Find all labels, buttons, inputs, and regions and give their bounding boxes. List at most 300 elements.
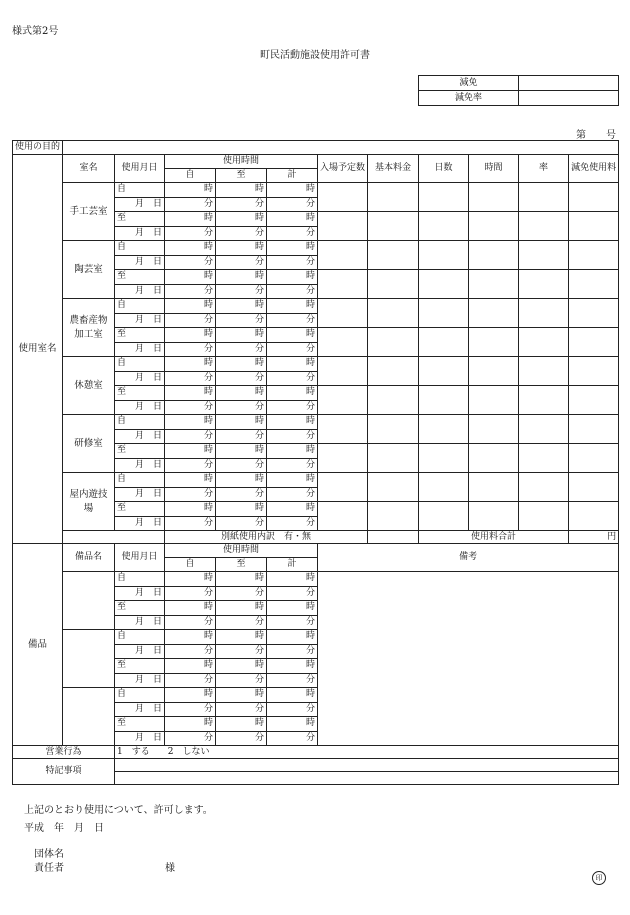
honorific: 様: [165, 863, 175, 874]
table-row: [13, 544, 619, 558]
hour-cell[interactable]: [216, 717, 267, 732]
minute-mark: 分: [305, 616, 315, 627]
date-to-cell[interactable]: [115, 386, 165, 401]
hour-cell[interactable]: [216, 328, 267, 343]
base-fee-header: 基本料金: [368, 155, 419, 183]
fee-cell[interactable]: [368, 183, 419, 212]
month-day-cell[interactable]: [115, 702, 165, 717]
hour-cell[interactable]: [165, 444, 216, 459]
month-day-mark: 月 日: [134, 616, 162, 627]
time-total-header: 計: [267, 169, 318, 183]
date-from-cell[interactable]: [115, 241, 165, 256]
month-day-cell[interactable]: [115, 516, 165, 531]
minute-cell[interactable]: [165, 371, 216, 386]
minute-cell[interactable]: [165, 458, 216, 473]
minute-mark: 分: [305, 674, 315, 685]
fee-cell[interactable]: [469, 299, 519, 328]
minute-cell[interactable]: [267, 673, 318, 688]
month-day-cell[interactable]: [115, 487, 165, 502]
hour-cell[interactable]: [216, 183, 267, 198]
fee-cell[interactable]: [318, 270, 368, 299]
fee-cell[interactable]: [519, 502, 569, 531]
hour-mark: 時: [254, 416, 264, 427]
month-day-cell[interactable]: [115, 429, 165, 444]
fee-cell[interactable]: [569, 299, 619, 328]
month-day-cell[interactable]: [115, 226, 165, 241]
hour-cell[interactable]: [267, 212, 318, 227]
date-from-cell[interactable]: [115, 299, 165, 314]
fee-cell[interactable]: [469, 502, 519, 531]
minute-cell[interactable]: [267, 702, 318, 717]
fee-cell[interactable]: [419, 270, 469, 299]
minute-cell[interactable]: [165, 429, 216, 444]
hour-cell[interactable]: [216, 601, 267, 616]
date-to-cell[interactable]: [115, 502, 165, 517]
minute-cell[interactable]: [216, 371, 267, 386]
fee-cell[interactable]: [419, 241, 469, 270]
hour-cell[interactable]: [165, 630, 216, 645]
hour-cell[interactable]: [267, 601, 318, 616]
minute-cell[interactable]: [216, 615, 267, 630]
minute-cell[interactable]: [267, 313, 318, 328]
hour-mark: 時: [203, 213, 213, 224]
minute-mark: 分: [203, 674, 213, 685]
hour-cell[interactable]: [267, 630, 318, 645]
minute-cell[interactable]: [216, 197, 267, 212]
month-day-cell[interactable]: [115, 284, 165, 299]
room-name: 農畜産物 加工室: [63, 299, 115, 357]
minute-cell[interactable]: [216, 487, 267, 502]
fee-cell[interactable]: [469, 415, 519, 444]
fee-cell[interactable]: [368, 415, 419, 444]
fee-cell[interactable]: [318, 183, 368, 212]
fee-cell[interactable]: [519, 183, 569, 212]
fee-cell[interactable]: [419, 444, 469, 473]
minute-cell[interactable]: [267, 487, 318, 502]
fee-cell[interactable]: [419, 357, 469, 386]
fee-cell[interactable]: [419, 415, 469, 444]
fee-cell[interactable]: [519, 212, 569, 241]
minute-cell[interactable]: [165, 731, 216, 746]
minute-cell[interactable]: [216, 226, 267, 241]
hour-cell[interactable]: [165, 299, 216, 314]
permit-text: 上記のとおり使用について、許可します。: [24, 805, 213, 816]
fee-cell[interactable]: [419, 183, 469, 212]
business-label: 営業行為: [13, 746, 115, 759]
hour-cell[interactable]: [267, 299, 318, 314]
fee-cell[interactable]: [368, 357, 419, 386]
date-from-cell[interactable]: [115, 183, 165, 198]
fee-cell[interactable]: [318, 386, 368, 415]
minute-cell[interactable]: [165, 516, 216, 531]
hour-cell[interactable]: [267, 415, 318, 430]
hour-cell[interactable]: [165, 688, 216, 703]
fee-cell[interactable]: [469, 183, 519, 212]
minute-cell[interactable]: [216, 702, 267, 717]
reduction-value: [519, 76, 619, 91]
minute-cell[interactable]: [267, 516, 318, 531]
hour-cell[interactable]: [165, 415, 216, 430]
hour-cell[interactable]: [165, 328, 216, 343]
hour-cell[interactable]: [165, 241, 216, 256]
hour-cell[interactable]: [165, 502, 216, 517]
room-name: 屋内遊技 場: [63, 473, 115, 531]
hour-cell[interactable]: [216, 572, 267, 587]
minute-cell[interactable]: [267, 255, 318, 270]
minute-cell[interactable]: [216, 586, 267, 601]
fee-cell[interactable]: [368, 299, 419, 328]
hour-cell[interactable]: [216, 357, 267, 372]
hour-cell[interactable]: [165, 212, 216, 227]
hour-cell[interactable]: [267, 688, 318, 703]
minute-cell[interactable]: [165, 586, 216, 601]
hour-mark: 時: [305, 689, 315, 700]
fee-cell[interactable]: [419, 328, 469, 357]
minute-cell[interactable]: [165, 615, 216, 630]
hour-mark: 時: [305, 445, 315, 456]
fee-cell[interactable]: [318, 357, 368, 386]
date-from-cell[interactable]: [115, 473, 165, 488]
minute-mark: 分: [203, 401, 213, 412]
minute-mark: 分: [203, 343, 213, 354]
hour-mark: 時: [305, 573, 315, 584]
fee-cell[interactable]: [519, 386, 569, 415]
minute-cell[interactable]: [267, 586, 318, 601]
seal-mark: [592, 871, 606, 885]
minute-mark: 分: [254, 517, 264, 528]
date-to-cell[interactable]: [115, 270, 165, 285]
date-to-cell[interactable]: [115, 601, 165, 616]
minute-cell[interactable]: [267, 615, 318, 630]
date-from-mark: 自: [117, 416, 127, 427]
fee-cell[interactable]: [469, 212, 519, 241]
minute-mark: 分: [203, 256, 213, 267]
minute-cell[interactable]: [165, 255, 216, 270]
hour-mark: 時: [305, 358, 315, 369]
minute-cell[interactable]: [165, 673, 216, 688]
month-day-cell[interactable]: [115, 615, 165, 630]
hour-mark: 時: [254, 358, 264, 369]
minute-mark: 分: [305, 645, 315, 656]
hour-cell[interactable]: [267, 270, 318, 285]
permit-date: 平成 年 月 日: [24, 823, 104, 834]
minute-cell[interactable]: [267, 429, 318, 444]
business-options[interactable]: 1 する 2 しない: [115, 746, 619, 759]
month-day-cell[interactable]: [115, 255, 165, 270]
month-day-cell[interactable]: [115, 458, 165, 473]
minute-mark: 分: [305, 343, 315, 354]
fee-cell[interactable]: [569, 357, 619, 386]
table-row: [13, 299, 619, 314]
fee-cell[interactable]: [368, 444, 419, 473]
hour-cell[interactable]: [267, 357, 318, 372]
special-notes-value[interactable]: [115, 772, 619, 785]
minute-mark: 分: [254, 285, 264, 296]
hour-mark: 時: [203, 631, 213, 642]
minute-cell[interactable]: [165, 702, 216, 717]
hour-cell[interactable]: [267, 241, 318, 256]
fee-cell[interactable]: [519, 473, 569, 502]
hour-cell[interactable]: [216, 473, 267, 488]
fee-cell[interactable]: [469, 270, 519, 299]
hour-cell[interactable]: [267, 328, 318, 343]
fee-cell[interactable]: [519, 299, 569, 328]
minute-mark: 分: [203, 616, 213, 627]
month-day-cell[interactable]: [115, 400, 165, 415]
fee-cell[interactable]: [368, 473, 419, 502]
hour-cell[interactable]: [216, 502, 267, 517]
hour-mark: 時: [254, 602, 264, 613]
fee-cell[interactable]: [519, 270, 569, 299]
fee-cell[interactable]: [469, 473, 519, 502]
equip-name-cell[interactable]: [63, 688, 115, 746]
fee-cell[interactable]: [419, 212, 469, 241]
date-to-cell[interactable]: [115, 444, 165, 459]
minute-cell[interactable]: [267, 731, 318, 746]
fee-cell[interactable]: [569, 444, 619, 473]
hour-cell[interactable]: [165, 473, 216, 488]
date-from-cell[interactable]: [115, 572, 165, 587]
minute-cell[interactable]: [216, 516, 267, 531]
date-to-cell[interactable]: [115, 212, 165, 227]
fee-cell[interactable]: [419, 299, 469, 328]
fee-cell[interactable]: [318, 444, 368, 473]
hour-cell[interactable]: [165, 601, 216, 616]
minute-cell[interactable]: [165, 400, 216, 415]
equip-name-cell[interactable]: [63, 572, 115, 630]
hour-cell[interactable]: [165, 386, 216, 401]
hour-mark: 時: [254, 242, 264, 253]
fee-cell[interactable]: [519, 357, 569, 386]
fee-cell[interactable]: [569, 502, 619, 531]
hour-cell[interactable]: [165, 183, 216, 198]
minute-cell[interactable]: [216, 255, 267, 270]
date-from-cell[interactable]: [115, 688, 165, 703]
fee-cell[interactable]: [569, 328, 619, 357]
hour-cell[interactable]: [216, 270, 267, 285]
date-to-cell[interactable]: [115, 659, 165, 674]
fee-cell[interactable]: [368, 270, 419, 299]
hour-cell[interactable]: [216, 659, 267, 674]
fee-cell[interactable]: [318, 473, 368, 502]
fee-cell[interactable]: [318, 502, 368, 531]
hour-mark: 時: [203, 416, 213, 427]
hour-mark: 時: [305, 271, 315, 282]
reduced-fee-header: 減免使用料: [569, 155, 619, 183]
fee-cell[interactable]: [569, 212, 619, 241]
fee-cell[interactable]: [569, 386, 619, 415]
minute-mark: 分: [254, 488, 264, 499]
fee-cell[interactable]: [519, 415, 569, 444]
month-day-cell[interactable]: [115, 731, 165, 746]
minute-mark: 分: [254, 343, 264, 354]
hour-mark: 時: [254, 503, 264, 514]
equip-date-header: 使用月日: [115, 544, 165, 572]
minute-mark: 分: [305, 703, 315, 714]
fee-cell[interactable]: [519, 328, 569, 357]
date-to-cell[interactable]: [115, 717, 165, 732]
fee-cell[interactable]: [318, 241, 368, 270]
hour-mark: 時: [203, 242, 213, 253]
fee-cell[interactable]: [318, 415, 368, 444]
minute-cell[interactable]: [216, 342, 267, 357]
hour-mark: 時: [305, 329, 315, 340]
date-from-mark: 自: [117, 474, 127, 485]
minute-cell[interactable]: [216, 400, 267, 415]
hour-cell[interactable]: [267, 183, 318, 198]
fee-cell[interactable]: [368, 328, 419, 357]
minute-cell[interactable]: [216, 673, 267, 688]
reduction-rate-label: 減免率: [419, 91, 519, 106]
equip-total-header: 計: [267, 558, 318, 572]
month-day-cell[interactable]: [115, 673, 165, 688]
hour-cell[interactable]: [165, 572, 216, 587]
minute-cell[interactable]: [216, 284, 267, 299]
room-name-header: 室名: [63, 155, 115, 183]
minute-cell[interactable]: [267, 371, 318, 386]
month-day-mark: 月 日: [134, 703, 162, 714]
fee-cell[interactable]: [519, 444, 569, 473]
hour-cell[interactable]: [267, 386, 318, 401]
fee-cell[interactable]: [569, 183, 619, 212]
fee-cell[interactable]: [318, 299, 368, 328]
date-to-mark: 至: [117, 503, 127, 514]
minute-cell[interactable]: [216, 644, 267, 659]
minute-cell[interactable]: [165, 313, 216, 328]
minute-cell[interactable]: [267, 226, 318, 241]
hour-cell[interactable]: [267, 572, 318, 587]
month-day-cell[interactable]: [115, 371, 165, 386]
date-to-mark: 至: [117, 445, 127, 456]
minute-cell[interactable]: [216, 313, 267, 328]
purpose-value[interactable]: [63, 141, 619, 155]
fee-cell[interactable]: [469, 241, 519, 270]
minute-mark: 分: [305, 227, 315, 238]
usage-table: [12, 140, 619, 785]
fee-total-value[interactable]: 円: [569, 531, 619, 544]
table-row: [13, 141, 619, 155]
fee-cell[interactable]: [368, 241, 419, 270]
fee-cell[interactable]: [368, 212, 419, 241]
minute-mark: 分: [254, 645, 264, 656]
fee-cell[interactable]: [569, 241, 619, 270]
hour-cell[interactable]: [165, 659, 216, 674]
fee-cell[interactable]: [569, 270, 619, 299]
minute-cell[interactable]: [165, 226, 216, 241]
fee-cell[interactable]: [569, 415, 619, 444]
rate-header: 率: [519, 155, 569, 183]
hour-cell[interactable]: [216, 688, 267, 703]
hour-mark: 時: [254, 631, 264, 642]
minute-mark: 分: [203, 587, 213, 598]
minute-mark: 分: [254, 314, 264, 325]
date-from-mark: 自: [117, 631, 127, 642]
fee-cell[interactable]: [419, 473, 469, 502]
document-number: 第 号: [576, 130, 616, 141]
minute-cell[interactable]: [165, 284, 216, 299]
minute-cell[interactable]: [165, 342, 216, 357]
date-to-mark: 至: [117, 329, 127, 340]
date-from-cell[interactable]: [115, 415, 165, 430]
hour-cell[interactable]: [267, 659, 318, 674]
hour-cell[interactable]: [267, 502, 318, 517]
date-from-cell[interactable]: [115, 357, 165, 372]
hour-cell[interactable]: [267, 444, 318, 459]
hour-mark: 時: [305, 300, 315, 311]
hour-mark: 時: [305, 631, 315, 642]
time-from-header: 自: [165, 169, 216, 183]
minute-cell[interactable]: [165, 644, 216, 659]
fee-cell[interactable]: [318, 212, 368, 241]
fee-cell[interactable]: [569, 473, 619, 502]
hour-cell[interactable]: [216, 241, 267, 256]
minute-mark: 分: [254, 372, 264, 383]
fee-cell[interactable]: [469, 328, 519, 357]
month-day-cell[interactable]: [115, 313, 165, 328]
hour-mark: 時: [203, 445, 213, 456]
minute-cell[interactable]: [267, 197, 318, 212]
minute-cell[interactable]: [267, 458, 318, 473]
fee-cell[interactable]: [469, 386, 519, 415]
minute-cell[interactable]: [216, 731, 267, 746]
date-from-mark: 自: [117, 300, 127, 311]
hour-cell[interactable]: [165, 270, 216, 285]
minute-cell[interactable]: [267, 644, 318, 659]
minute-cell[interactable]: [267, 284, 318, 299]
special-notes-value[interactable]: [115, 759, 619, 772]
minute-cell[interactable]: [267, 342, 318, 357]
hour-cell[interactable]: [216, 299, 267, 314]
hour-cell[interactable]: [267, 717, 318, 732]
minute-mark: 分: [203, 372, 213, 383]
fee-cell[interactable]: [469, 357, 519, 386]
hour-cell[interactable]: [216, 415, 267, 430]
hour-cell[interactable]: [216, 444, 267, 459]
minute-mark: 分: [203, 314, 213, 325]
fee-cell[interactable]: [469, 444, 519, 473]
fee-cell[interactable]: [318, 328, 368, 357]
month-day-cell[interactable]: [115, 197, 165, 212]
remarks-value[interactable]: [318, 572, 619, 746]
month-day-cell[interactable]: [115, 644, 165, 659]
month-day-cell[interactable]: [115, 586, 165, 601]
hour-cell[interactable]: [216, 386, 267, 401]
date-from-cell[interactable]: [115, 630, 165, 645]
hour-cell[interactable]: [165, 717, 216, 732]
month-day-mark: 月 日: [134, 227, 162, 238]
date-to-cell[interactable]: [115, 328, 165, 343]
minute-mark: 分: [254, 256, 264, 267]
minute-cell[interactable]: [165, 487, 216, 502]
fee-cell[interactable]: [368, 386, 419, 415]
minute-cell[interactable]: [267, 400, 318, 415]
minute-mark: 分: [305, 459, 315, 470]
fee-cell[interactable]: [519, 241, 569, 270]
fee-cell[interactable]: [419, 502, 469, 531]
equip-name-cell[interactable]: [63, 630, 115, 688]
month-day-cell[interactable]: [115, 342, 165, 357]
hour-cell[interactable]: [216, 630, 267, 645]
fee-cell[interactable]: [419, 386, 469, 415]
hour-cell[interactable]: [165, 357, 216, 372]
remarks-header: 備考: [318, 544, 619, 572]
minute-cell[interactable]: [165, 197, 216, 212]
hour-cell[interactable]: [267, 473, 318, 488]
minute-cell[interactable]: [216, 429, 267, 444]
minute-cell[interactable]: [216, 458, 267, 473]
hour-cell[interactable]: [216, 212, 267, 227]
fee-cell[interactable]: [368, 502, 419, 531]
